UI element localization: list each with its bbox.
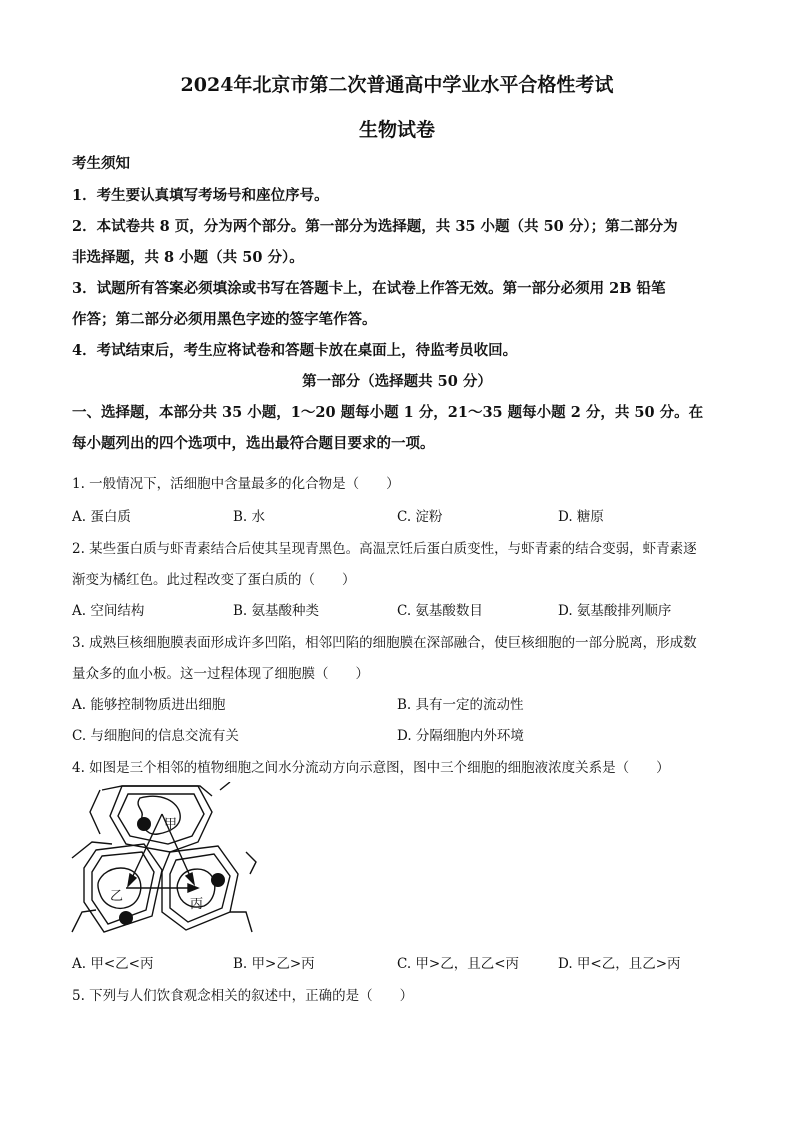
cell-yi-nucleus xyxy=(119,911,133,925)
question-2-stem-line-1: 2. 某些蛋白质与虾青素结合后使其呈现青黑色。高温烹饪后蛋白质变性，与虾青素的结合变弱，虾青素逐 xyxy=(72,541,697,557)
question-5-stem: 5. 下列与人们饮食观念相关的叙述中，正确的是（ ） xyxy=(72,988,414,1004)
question-3-option-d: D. 分隔细胞内外环境 xyxy=(397,728,524,744)
exam-subtitle: 生物试卷 xyxy=(358,119,435,141)
cell-jia-nucleus xyxy=(137,817,151,831)
question-4-stem: 4. 如图是三个相邻的植物细胞之间水分流动方向示意图，图中三个细胞的细胞液浓度关系是（ ） xyxy=(72,760,670,776)
cell-jia-label: 甲 xyxy=(164,817,178,832)
question-3-option-b: B. 具有一定的流动性 xyxy=(397,697,524,713)
cell-bing-nucleus xyxy=(211,873,225,887)
question-3-option-c: C. 与细胞间的信息交流有关 xyxy=(72,728,239,744)
question-2-option-a: A. 空间结构 xyxy=(72,603,145,619)
question-4-option-b: B. 甲>乙>丙 xyxy=(233,956,315,972)
question-1-option-c: C. 淀粉 xyxy=(397,509,443,525)
part1-instruction-line-1: 一、选择题，本部分共 35 小题，1～20 题每小题 1 分，21～35 题每小题 2 分，共 50 分。在 xyxy=(72,404,704,421)
question-3-option-a: A. 能够控制物质进出细胞 xyxy=(72,697,226,713)
question-3-stem-line-1: 3. 成熟巨核细胞膜表面形成许多凹陷，相邻凹陷的细胞膜在深部融合，使巨核细胞的一部分脱离，形成数 xyxy=(72,635,697,651)
question-4-option-a: A. 甲<乙<丙 xyxy=(72,956,154,972)
notice-item-3-line-1: 3．试题所有答案必须填涂或书写在答题卡上，在试卷上作答无效。第一部分必须用 2B 铅笔 xyxy=(72,280,666,297)
notice-item-4: 4．考试结束后，考生应将试卷和答题卡放在桌面上，待监考员收回。 xyxy=(72,342,518,359)
question-2-option-d: D. 氨基酸排列顺序 xyxy=(558,603,672,619)
question-1-stem: 1. 一般情况下，活细胞中含量最多的化合物是（ ） xyxy=(72,476,400,492)
question-1-option-d: D. 糖原 xyxy=(558,509,604,525)
question-2-option-b: B. 氨基酸种类 xyxy=(233,603,320,619)
exam-title: 2024年北京市第二次普通高中学业水平合格性考试 xyxy=(180,74,614,96)
notice-heading: 考生须知 xyxy=(72,155,130,172)
question-2-stem-line-2: 渐变为橘红色。此过程改变了蛋白质的（ ） xyxy=(72,572,356,588)
notice-item-2-line-1: 2．本试卷共 8 页，分为两个部分。第一部分为选择题，共 35 小题（共 50 分）；第二部分为 xyxy=(72,218,678,235)
question-1-option-a: A. 蛋白质 xyxy=(72,509,131,525)
question-1-option-b: B. 水 xyxy=(233,509,266,525)
cell-yi-label: 乙 xyxy=(110,889,124,904)
part1-instruction-line-2: 每小题列出的四个选项中，选出最符合题目要求的一项。 xyxy=(72,435,435,452)
notice-item-2-line-2: 非选择题，共 8 小题（共 50 分）。 xyxy=(72,249,304,266)
question-4-option-c: C. 甲>乙，且乙<丙 xyxy=(397,956,520,972)
question-2-option-c: C. 氨基酸数目 xyxy=(397,603,483,619)
question-4-option-d: D. 甲<乙，且乙>丙 xyxy=(558,956,681,972)
notice-item-1: 1．考生要认真填写考场号和座位序号。 xyxy=(72,187,329,204)
plant-cell-diagram xyxy=(70,782,260,942)
cell-bing-label: 丙 xyxy=(190,897,204,912)
notice-item-3-line-2: 作答；第二部分必须用黑色字迹的签字笔作答。 xyxy=(72,311,377,328)
part1-heading: 第一部分（选择题共 50 分） xyxy=(302,373,492,390)
question-3-stem-line-2: 量众多的血小板。这一过程体现了细胞膜（ ） xyxy=(72,666,369,682)
